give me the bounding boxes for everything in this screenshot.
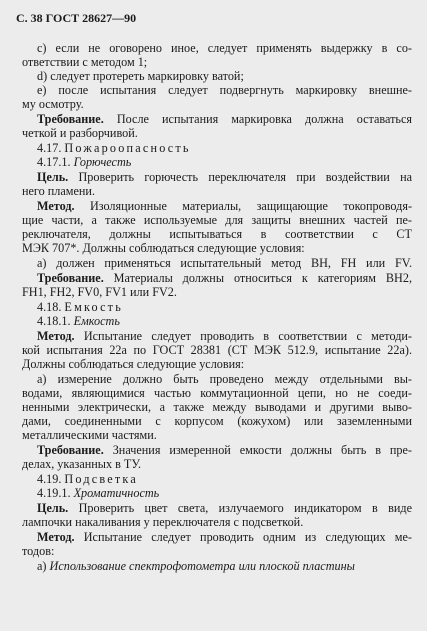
requirement-line [37,271,412,285]
subsection-heading [37,486,159,500]
purpose-label: Цель. [37,501,69,515]
text-line: дами, соединенными с корпусом (кожухом) или заземленными [22,414,412,428]
subsection-heading [37,155,131,169]
text-line: щие части, а также используемые для защиты внешних частей пе- [22,213,412,227]
method-text: Испытание следует проводить в соответствии с методи- [74,329,412,343]
text-line: лампочки накаливания у переключателя с подсветкой. [22,515,304,529]
subsection-title: Горючесть [73,155,132,169]
text-line: водами, являющимися частью коммутационной цепи, но не соеди- [22,386,412,400]
list-item-title: Использование спектрофотометра или плоской пластины [49,559,355,573]
text-line: кой испытания 22а по ГОСТ 28381 (СТ МЭК 512.9, испытание 22а). [22,343,412,357]
text-line: FH1, FH2, FV0, FV1 или FV2. [22,285,177,299]
text-line: реключателя, должны испытываться в соответствии с СТ [22,227,412,241]
section-number: 4.19. [37,472,65,486]
page-header: С. 38 ГОСТ 28627—90 [16,11,137,25]
purpose-text: Проверить горючесть переключателя при воздействии на [68,170,412,184]
subsection-title: Хроматичность [73,486,160,500]
text-line: МЭК 707*. Должны соблюдаться следующие условия: [22,241,305,255]
method-text: Испытание следует проводить одним из следующих ме- [74,530,412,544]
method-label: Метод. [37,199,75,213]
purpose-line [37,170,412,184]
text-line: d) следует протереть маркировку ватой; [37,69,244,83]
text-line: делах, указанных в ТУ. [22,457,142,471]
text-line: Должны соблюдаться следующие условия: [22,357,245,371]
text-line: c) если не оговорено иное, следует применять выдержку в со- [37,41,412,55]
section-heading [37,141,191,155]
section-title: Емкость [64,300,123,314]
purpose-label: Цель. [37,170,69,184]
text-line: тодов: [22,544,55,558]
text-line: него пламени. [22,184,95,198]
subsection-title: Емкость [73,314,120,328]
method-text: Изоляционные материалы, защищающие токопроводя- [74,199,412,213]
method-line [37,329,412,343]
text-line: металлическими частями. [22,428,157,442]
subsection-number: 4.19.1. [37,486,74,500]
requirement-text: Материалы должны относиться к категориям ВН2, [103,271,412,285]
section-title: Подсветка [64,472,138,486]
section-heading [37,472,138,486]
section-number: 4.18. [37,300,65,314]
section-heading [37,300,123,314]
purpose-line [37,501,412,515]
text-line: четкой и разборчивой. [22,126,138,140]
requirement-text: Значения измеренной емкости должны быть в пре- [103,443,412,457]
text-line: e) после испытания следует подвергнуть маркировку внешне- [37,83,412,97]
text-line: ответствии с методом 1; [22,55,148,69]
requirement-text: После испытания маркировка должна оставаться [103,112,412,126]
requirement-label: Требование. [37,112,104,126]
section-title: Пожароопасность [64,141,191,155]
section-number: 4.17. [37,141,65,155]
requirement-label: Требование. [37,271,104,285]
method-line [37,199,412,213]
purpose-text: Проверить цвет света, излучаемого индикатором в виде [68,501,412,515]
subsection-number: 4.17.1. [37,155,74,169]
requirement-line [37,443,412,457]
list-item-heading [37,559,355,573]
requirement-line [37,112,412,126]
method-line [37,530,412,544]
text-line: му осмотру. [22,97,84,111]
list-item-marker: а) [37,559,50,573]
text-line: а) должен применяться испытательный метод ВН, FH или FV. [37,256,412,270]
text-line: ненными электрически, а также между выводами и другими выво- [22,400,412,414]
method-label: Метод. [37,530,75,544]
method-label: Метод. [37,329,75,343]
text-line: а) измерение должно быть проведено между отдельными вы- [37,372,412,386]
subsection-number: 4.18.1. [37,314,74,328]
subsection-heading [37,314,120,328]
requirement-label: Требование. [37,443,104,457]
